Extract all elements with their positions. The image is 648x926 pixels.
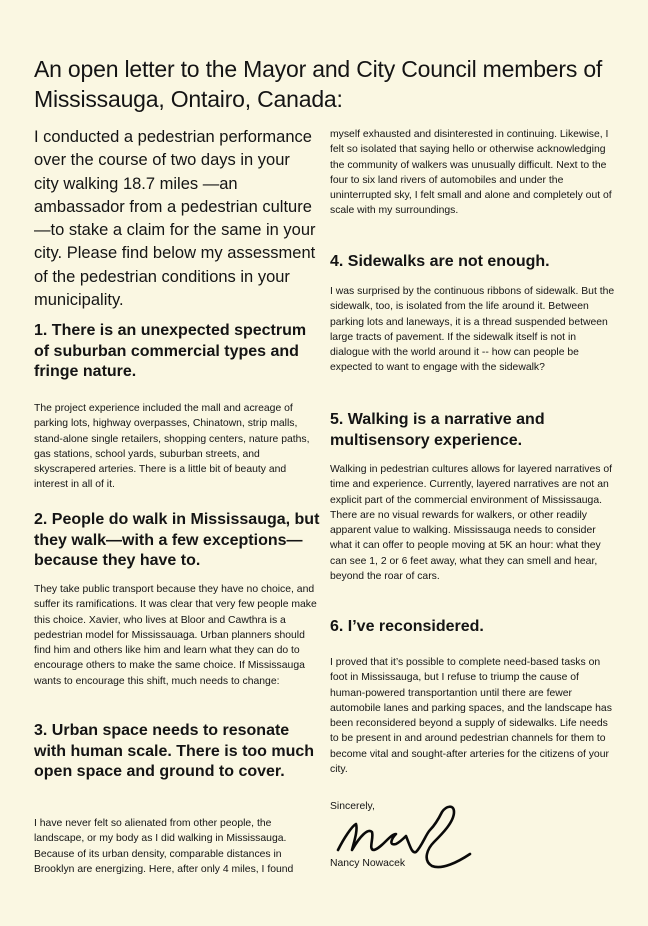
letter-title: An open letter to the Mayor and City Council members of Mississauga, Ontairo, Canada:	[34, 56, 603, 112]
intro-text: I conducted a pedestrian performance over the course of two days in your city walking 18.7 miles —an ambassador from a pedestrian culture—to stake a claim for the same in your city. Please find below my assessment of the pedestrian conditions in your municipality.	[34, 128, 316, 310]
section-3-body-right	[330, 127, 616, 219]
section-3-body-left	[34, 816, 318, 877]
section-4-heading: 4. Sidewalks are not enough.	[330, 253, 550, 270]
section-3-heading: 3. Urban space needs to resonate with human scale. There is too much open space and ground to cover.	[34, 722, 315, 780]
section-1-heading: 1. There is an unexpected spectrum of suburban commercial types and fringe nature.	[34, 322, 307, 380]
signature-name: Nancy Nowacek	[330, 858, 406, 869]
section-3-body-text: I have never felt so alienated from other people, the landscape, or my body as I did walking in Mississauga. Because of its urban density, comparable distances in Brooklyn are energizing. Here, after only 4 miles, I found	[34, 818, 294, 875]
section-4-body: I was surprised by the continuous ribbons of sidewalk. But the sidewalk, too, is isolated from the life around it. Between parking lots and laneways, it is a thread suspended between large tracts of pavement. If the sidewalk itself is not in dialogue with the world around it -- how can people be expected to want to engage with the sidewalk?	[330, 286, 615, 374]
section-5-body: Walking in pedestrian cultures allows for layered narratives of time and experience. Currently, layered narratives are not an explicit part of the commercial environment of Mississauga. There are no visual rewards for walkers, or other readily apparent value to walking. Mississauga needs to consider what it can offer to people moving at 5K an hour: what they can see 1, 2 or 6 feet away, what they can smell and hear, beyond the roar of cars.	[330, 464, 613, 583]
closing-text: Sincerely,	[330, 801, 375, 812]
section-1-body: The project experience included the mall and acreage of parking lots, highway overpasses, Chinatown, strip malls, stand-alone single retailers, shopping centers, nature paths, gas stations, school yards, suburban streets, and skyscrapered arteries. There is a little bit of beauty and interest in all of it.	[34, 403, 310, 491]
section-2-body: They take public transport because they have no choice, and suffer its ramifications. It was clear that very few people make this choice. Xavier, who lives at Bloor and Cawthra is a pedestrian model for Mississauaga. Urban planners should find him and others like him and learn what they can do to encourage others to make the same choice. If Mississauga wants to encourage this shift, much needs to change:	[34, 584, 317, 687]
intro-paragraph	[34, 126, 318, 312]
section-6-body: I proved that it’s possible to complete need-based tasks on foot in Mississauga, but I refuse to triump the cause of human-powered transportantion until there are fewer automobile lanes and parking spaces, and the landscape has been reconsidered beyond a supply of sidewalks. Life needs to be present in and around pedestrian channels for them to become vital and sought-after arteries for the citizens of your city.	[330, 657, 612, 776]
section-3-body-continued: myself exhausted and disinterested in continuing. Likewise, I felt so isolated that saying hello or otherwise acknowledging the community of walkers was unusually difficult. Next to the four to six land rivers of automobiles and under the uninterrupted sky, I felt small and alone and completely out of scale with my surroundings.	[330, 129, 612, 217]
section-2-heading: 2. People do walk in Mississauga, but they walk—with a few exceptions—because they have to.	[34, 511, 320, 569]
section-6-heading: 6. I’ve reconsidered.	[330, 618, 484, 635]
section-5-heading: 5. Walking is a narrative and multisensory experience.	[330, 411, 545, 449]
